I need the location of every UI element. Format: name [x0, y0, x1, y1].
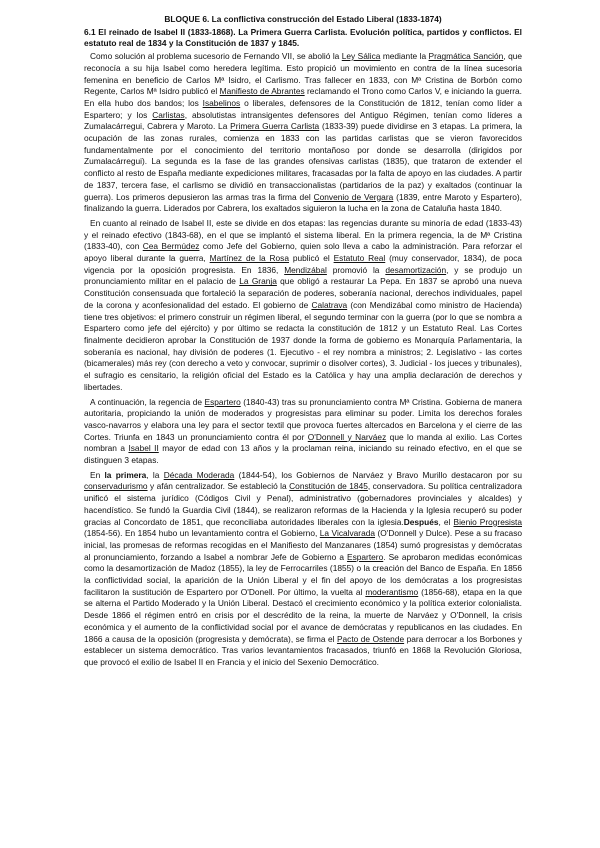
- text-run: promovió la: [326, 264, 386, 275]
- underlined-term: Ley Sálica: [341, 51, 381, 62]
- underlined-term: Pacto de Ostende: [336, 633, 405, 644]
- body-paragraph: [84, 397, 522, 467]
- text-run: , el: [438, 516, 454, 527]
- text-run: y afán centralizador. Se estableció la: [147, 481, 290, 492]
- underlined-term: conservadurismo: [84, 481, 148, 492]
- text-run: En cuanto al reinado de Isabel II, este se divide en dos etapas: las regencias durante su minoría de edad (1833-43) y el reinado efectivo (1843-68), en el que se implantó el sistema liberal. En la primera regencia, la de Mª Cristina (1833-40), con: [84, 217, 522, 252]
- text-run: (con Mendizábal como ministro de Hacienda) tiene tres objetivos: el primero construir un régimen liberal, el segundo terminar con la guerra (por lo que se nombra a Espartero como jefe del ejército) y por último se redacta la constitución de 1812 y un Estatuto Real. Las Cortes finalmente decidieron aprobar la Constitución de 1937 donde la forma de gobierno es Monarquía Parlamentaria, la soberanía es nacional, hay división de poderes (1. Ejecutivo - el rey nombra a ministros; 2. Legislativo - las cortes (bicamerales) más rey (con derecho a veto y convocar, suprimir o disolver cortes), 3. Judicial - los jueces y tribunales), el sufragio es censitario, la religión oficial del Estado es la Católica y hay una amplia declaración de derechos y libertades.: [84, 299, 522, 392]
- text-run: , absolutistas intransigentes defensores del Antiguo Régimen, tenían como líderes a Zumalacárregui, Cabrera y Maroto. La: [84, 109, 522, 132]
- text-run: que lo manda al exilio. Las Cortes nombran a: [84, 431, 522, 454]
- underlined-term: Cea Bermúdez: [142, 241, 200, 252]
- underlined-term: Isabelinos: [202, 97, 241, 108]
- body-paragraph: [84, 51, 522, 215]
- text-run: , y se produjo un pronunciamiento militar en el palacio de: [84, 264, 522, 287]
- text-run: (1833-39) puede dividirse en 3 etapas. La primera, la ocupación de las zonas rurales, comienza en 1833 con las partidas carlistas que se vieron favorecidos fundamentalmente por el conocimiento del territorio montañoso por donde se desarrolla (dirigidos por Zumalacárregui). La segunda es la fase de las grandes ofensivas carlistas (1835), que trataron de extender el conflicto al resto de España mediante expediciones militares, fracasadas por la falta de apoyo en las ciudades. A partir de 1837, tercera fase, el carlismo se dividió en transaccionalistas (partidarios de la paz) y exaltados (continuar la guerra). Los primeros depusieron las armas tras la firma del: [84, 121, 522, 202]
- text-run: (1839, entre Maroto y Espartero), finalizando la guerra. Liderados por Cabrera, los exaltados siguieron la lucha en la zona de Cataluña hasta 1840.: [84, 191, 522, 214]
- bold-term: Después: [403, 516, 439, 527]
- underlined-term: moderantismo: [365, 586, 419, 597]
- text-run: (1844-54), los Gobiernos de Narváez y Bravo Murillo destacaron por su: [234, 469, 522, 480]
- document-title: BLOQUE 6. La conflictiva construcción del Estado Liberal (1833-1874): [164, 14, 442, 24]
- text-run: publicó el: [289, 253, 334, 264]
- underlined-term: Mendizábal: [284, 264, 327, 275]
- underlined-term: Carlistas: [152, 109, 185, 120]
- underlined-term: Constitución de 1845: [289, 481, 368, 492]
- text-run: reclamando el Trono como Carlos V, e iniciando la guerra. En ella hubo dos bandos; los: [84, 86, 522, 108]
- underlined-term: Pragmática Sanción: [428, 51, 504, 62]
- underlined-term: Convenio de Vergara: [313, 191, 394, 202]
- underlined-term: O'Donnell y Narváez: [307, 431, 387, 442]
- text-run: , que reconocía a su hija Isabel como heredera legítima. Esto propició un movimiento en contra de la línea sucesoria femenina en beneficio de Carlos Mª Isidro, el Carlismo. Tras fallecer en 1833, con Mª Cristina de Borbón como Regente, Carlos Mª Isidro publicó el: [84, 51, 523, 97]
- text-run: , conservadora. Su política centralizadora unificó el sistema jurídico (Códigos Civil y Penal), administrativo (gobernadores provinciales y alcaldes) y hacendístico. Se fundó la Guardia Civil (1844), se realizaron reformas de la Hacienda y la Iglesia recuperó su poder gracias al Concordato de 1851, que reconciliaba autoridades liberales con la iglesia.: [84, 481, 522, 527]
- underlined-term: Martínez de la Rosa: [209, 253, 289, 264]
- document-body: [84, 51, 522, 669]
- underlined-term: Primera Guerra Carlista: [230, 121, 320, 132]
- underlined-term: Década Moderada: [163, 469, 235, 480]
- text-run: o liberales, defensores de la Constitución de 1812, tenían como líder a Espartero; y los: [84, 97, 522, 120]
- text-run: (O'Donnell y Dulce). Pese a su fracaso inicial, las promesas de reformas recogidas en el Manifiesto del Manzanares (1854) sumó progresistas y demócratas al pronunciamiento, forzando a Isabel a nombrar Jefe de Gobierno a: [84, 528, 522, 562]
- text-run: como Jefe del Gobierno, quien solo lleva a cabo la administración. Para reforzar el apoyo liberal durante la guerra,: [84, 241, 522, 264]
- text-run: mediante la: [380, 51, 429, 62]
- body-paragraph: [84, 470, 522, 669]
- underlined-term: Bienio Progresista: [453, 516, 522, 527]
- text-run: . Se aprobaron medidas económicas como la desamortización de Madoz (1855), la ley de Ferrocarriles (1855) o la creación del Banco de España. En 1856 la conflictividad social, la aparición de la Unión Liberal y el fin del apoyo de los demócratas a los progresistas facilitaron la sustitución de Espartero por O'Donell. Por último, la vuelta al: [84, 551, 522, 597]
- text-run: (1854-56). En 1854 hubo un levantamiento contra el Gobierno,: [84, 528, 320, 539]
- underlined-term: La Vicalvarada: [319, 528, 375, 539]
- text-run: En: [90, 469, 105, 480]
- text-run: para derrocar a los Borbones y establecer un sistema democrático. Tras varios levantamientos fracasados, triunfó en 1868 la Revolución Gloriosa, que provocó el exilio de Isabel II en Francia y el inicio del Sexenio Democrático.: [84, 633, 523, 667]
- text-run: Como solución al problema sucesorio de Fernando VII, se abolió la: [90, 51, 342, 62]
- underlined-term: Estatuto Real: [333, 253, 386, 264]
- bold-term: la primera: [104, 469, 147, 480]
- underlined-term: Espartero: [204, 396, 241, 407]
- document-page: [84, 14, 522, 669]
- underlined-term: desamortización: [385, 264, 447, 275]
- text-run: (muy conservador, 1834), de poca vigencia por la oposición progresista. En 1836,: [84, 253, 523, 275]
- underlined-term: La Granja: [239, 276, 277, 287]
- body-paragraph: [84, 218, 522, 394]
- text-run: mayor de edad con 13 años y la proclaman reina, iniciando su reinado efectivo, en el que se distinguen 3 etapas.: [84, 443, 522, 466]
- text-run: (1840-43) tras su pronunciamiento contra Mª Cristina. Gobierna de manera autoritaria, propiciando la unión de moderados y progresistas para eliminar su poder. Limita los derechos forales vasco-navarros y elabora una ley para el sector textil que provoca fuertes altercados en Barcelona y el cierre de las Cortes. Triunfa en 1843 un pronunciamiento contra él por: [84, 396, 523, 442]
- section-heading: 6.1 El reinado de Isabel II (1833-1868). La Primera Guerra Carlista. Evolución política, partidos y conflictos. El estatuto real de 1834 y la Constitución de 1837 y 1845.: [84, 26, 522, 49]
- text-run: que obligó a restaurar La Pepa. En 1837 se aprobó una nueva Constitución consensuada que fortaleció la separación de poderes, soberanía nacional, derechos individuales, papel de la corona y aconfesionalidad del estado. El gobierno de: [84, 276, 522, 310]
- text-run: , la: [146, 469, 164, 480]
- underlined-term: Espartero: [347, 551, 384, 562]
- underlined-term: Calatrava: [311, 299, 348, 310]
- text-run: A continuación, la regencia de: [90, 396, 205, 407]
- text-run: (1856-68), etapa en la que se alterna el Partido Moderado y la Unión Liberal. Destacó el crecimiento económico y la política exterior colonialista. Desde 1866 el régimen entró en crisis por el descrédito de la reina, la muerte de Narváez y O'Donnell, la crisis económica y el aumento de la conflictividad social por el avance de demócratas y republicanos en las ciudades. En 1866 a causa de la oposición (progresista y demócrata), se firma el: [84, 586, 522, 644]
- underlined-term: Isabel II: [128, 443, 159, 454]
- underlined-term: Manifiesto de Abrantes: [219, 86, 305, 97]
